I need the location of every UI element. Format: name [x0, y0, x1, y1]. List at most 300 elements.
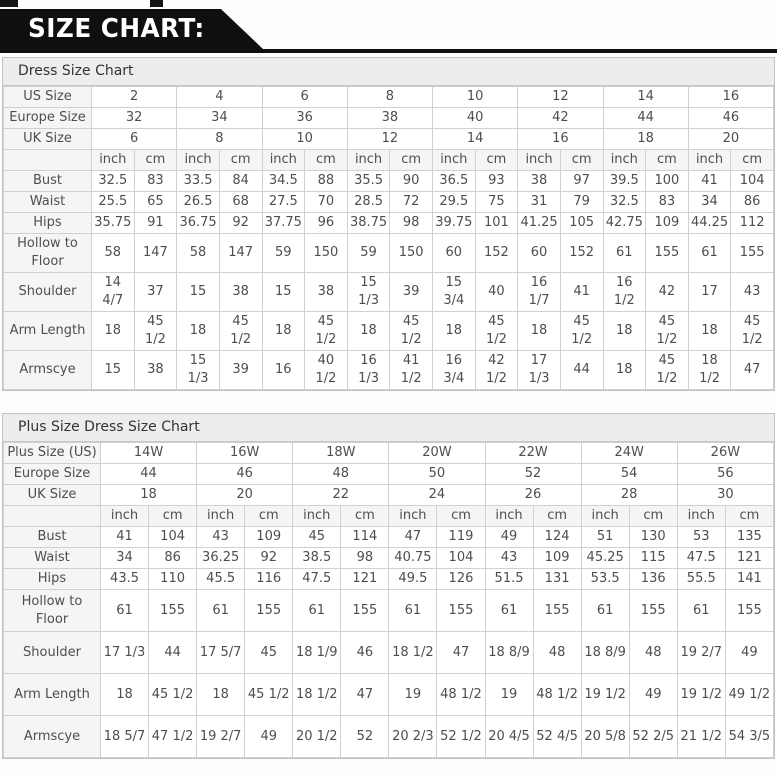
- measure-cell: 37: [134, 273, 177, 312]
- measure-cell: 91: [134, 213, 177, 234]
- measure-cell: 15: [92, 351, 135, 390]
- table-row: [4, 716, 774, 758]
- measure-cell: 109: [646, 213, 689, 234]
- size-cell: 20: [197, 485, 293, 506]
- measure-cell: 45 1/2: [245, 674, 293, 716]
- banner-title: SIZE CHART:: [28, 14, 205, 44]
- unit-cell: inch: [603, 150, 646, 171]
- measure-cell: 52: [341, 716, 389, 758]
- measure-cell: 16 1/3: [347, 351, 390, 390]
- measure-cell: 135: [725, 527, 773, 548]
- table-row: [4, 548, 774, 569]
- measure-cell: 17 1/3: [101, 632, 149, 674]
- measure-cell: 18 8/9: [581, 632, 629, 674]
- measure-cell: 61: [293, 590, 341, 632]
- measure-cell: 124: [533, 527, 581, 548]
- measure-cell: 18: [518, 312, 561, 351]
- measure-cell: 121: [725, 548, 773, 569]
- size-cell: 48: [293, 464, 389, 485]
- measure-cell: 18: [433, 312, 476, 351]
- measure-cell: 49.5: [389, 569, 437, 590]
- unit-cell: inch: [581, 506, 629, 527]
- size-cell: 16W: [197, 443, 293, 464]
- measure-cell: 34.5: [262, 171, 305, 192]
- measure-cell: 41: [101, 527, 149, 548]
- measure-cell: 45 1/2: [475, 312, 518, 351]
- size-cell: 6: [92, 129, 177, 150]
- measure-cell: 150: [305, 234, 348, 273]
- measure-cell: 98: [341, 548, 389, 569]
- measure-cell: 130: [629, 527, 677, 548]
- measure-cell: 45: [293, 527, 341, 548]
- unit-cell: cm: [533, 506, 581, 527]
- measure-cell: 53: [677, 527, 725, 548]
- banner-underline: [0, 49, 777, 53]
- size-cell: 8: [177, 129, 262, 150]
- row-label: Bust: [4, 527, 101, 548]
- measure-cell: 43: [197, 527, 245, 548]
- measure-cell: 51: [581, 527, 629, 548]
- table-row: [4, 569, 774, 590]
- measure-cell: 126: [437, 569, 485, 590]
- measure-cell: 58: [92, 234, 135, 273]
- size-cell: 44: [101, 464, 197, 485]
- measure-cell: 39: [219, 351, 262, 390]
- unit-cell: inch: [293, 506, 341, 527]
- measure-cell: 109: [533, 548, 581, 569]
- measure-cell: 47: [437, 632, 485, 674]
- measure-cell: 59: [347, 234, 390, 273]
- measure-cell: 43.5: [101, 569, 149, 590]
- table-row: [4, 150, 774, 171]
- measure-cell: 47 1/2: [149, 716, 197, 758]
- measure-cell: 41.25: [518, 213, 561, 234]
- measure-cell: 92: [219, 213, 262, 234]
- measure-cell: 47.5: [293, 569, 341, 590]
- size-cell: 42: [518, 108, 603, 129]
- size-cell: 28: [581, 485, 677, 506]
- measure-cell: 35.75: [92, 213, 135, 234]
- measure-cell: 20 1/2: [293, 716, 341, 758]
- measure-cell: 155: [646, 234, 689, 273]
- measure-cell: 155: [341, 590, 389, 632]
- measure-cell: 19: [485, 674, 533, 716]
- measure-cell: 155: [731, 234, 774, 273]
- measure-cell: 114: [341, 527, 389, 548]
- measure-cell: 147: [134, 234, 177, 273]
- unit-cell: cm: [149, 506, 197, 527]
- size-cell: 26: [485, 485, 581, 506]
- measure-cell: 43: [485, 548, 533, 569]
- unit-cell: inch: [433, 150, 476, 171]
- measure-cell: 17 5/7: [197, 632, 245, 674]
- measure-cell: 38: [305, 273, 348, 312]
- measure-cell: 155: [437, 590, 485, 632]
- row-label: Hollow to Floor: [4, 590, 101, 632]
- measure-cell: 41: [560, 273, 603, 312]
- measure-cell: 45 1/2: [390, 312, 433, 351]
- size-cell: 10: [262, 129, 347, 150]
- measure-cell: 100: [646, 171, 689, 192]
- measure-cell: 46: [341, 632, 389, 674]
- size-cell: 32: [92, 108, 177, 129]
- table-row: [4, 590, 774, 632]
- measure-cell: 60: [518, 234, 561, 273]
- measure-cell: 52 1/2: [437, 716, 485, 758]
- table-row: [4, 527, 774, 548]
- table-row: [4, 273, 774, 312]
- measure-cell: 68: [219, 192, 262, 213]
- measure-cell: 45: [245, 632, 293, 674]
- table-row: [4, 129, 774, 150]
- measure-cell: 19 2/7: [197, 716, 245, 758]
- measure-cell: 97: [560, 171, 603, 192]
- table-row: [4, 213, 774, 234]
- measure-cell: 121: [341, 569, 389, 590]
- measure-cell: 61: [389, 590, 437, 632]
- size-cell: 10: [433, 87, 518, 108]
- measure-cell: 40 1/2: [305, 351, 348, 390]
- row-label: Shoulder: [4, 273, 92, 312]
- row-label: [4, 506, 101, 527]
- row-label: Hips: [4, 569, 101, 590]
- measure-cell: 54 3/5: [725, 716, 773, 758]
- measure-cell: 43: [731, 273, 774, 312]
- table-row: [4, 485, 774, 506]
- row-label: Hips: [4, 213, 92, 234]
- measure-cell: 28.5: [347, 192, 390, 213]
- measure-cell: 48: [533, 632, 581, 674]
- measure-cell: 19 1/2: [677, 674, 725, 716]
- measure-cell: 47: [389, 527, 437, 548]
- size-cell: 54: [581, 464, 677, 485]
- size-cell: 24W: [581, 443, 677, 464]
- measure-cell: 14 4/7: [92, 273, 135, 312]
- measure-cell: 19 2/7: [677, 632, 725, 674]
- measure-cell: 17 1/3: [518, 351, 561, 390]
- measure-cell: 44: [560, 351, 603, 390]
- measure-cell: 16: [262, 351, 305, 390]
- measure-cell: 18 1/2: [688, 351, 731, 390]
- measure-cell: 101: [475, 213, 518, 234]
- size-cell: 12: [347, 129, 432, 150]
- measure-cell: 53.5: [581, 569, 629, 590]
- unit-cell: inch: [177, 150, 220, 171]
- measure-cell: 42 1/2: [475, 351, 518, 390]
- measure-cell: 45 1/2: [646, 351, 689, 390]
- measure-cell: 49: [725, 632, 773, 674]
- measure-cell: 32.5: [92, 171, 135, 192]
- measure-cell: 19 1/2: [581, 674, 629, 716]
- measure-cell: 96: [305, 213, 348, 234]
- measure-cell: 18: [197, 674, 245, 716]
- measure-cell: 155: [149, 590, 197, 632]
- unit-cell: cm: [475, 150, 518, 171]
- table-row: [4, 312, 774, 351]
- unit-cell: inch: [347, 150, 390, 171]
- measure-cell: 18: [603, 351, 646, 390]
- measure-cell: 38: [134, 351, 177, 390]
- measure-cell: 38.5: [293, 548, 341, 569]
- measure-cell: 49: [485, 527, 533, 548]
- measure-cell: 45.25: [581, 548, 629, 569]
- size-cell: 18: [101, 485, 197, 506]
- unit-cell: inch: [688, 150, 731, 171]
- table-row: [4, 351, 774, 390]
- measure-cell: 61: [581, 590, 629, 632]
- measure-cell: 44: [149, 632, 197, 674]
- row-label: Armscye: [4, 351, 92, 390]
- measure-cell: 40: [475, 273, 518, 312]
- measure-cell: 45 1/2: [646, 312, 689, 351]
- size-cell: 18W: [293, 443, 389, 464]
- measure-cell: 15 1/3: [347, 273, 390, 312]
- measure-cell: 61: [485, 590, 533, 632]
- unit-cell: inch: [677, 506, 725, 527]
- measure-cell: 49: [629, 674, 677, 716]
- row-label: [4, 150, 92, 171]
- table-mount: [3, 86, 774, 390]
- measure-cell: 61: [197, 590, 245, 632]
- unit-cell: cm: [731, 150, 774, 171]
- measure-cell: 20 5/8: [581, 716, 629, 758]
- measure-cell: 34: [101, 548, 149, 569]
- measure-cell: 37.75: [262, 213, 305, 234]
- table-row: [4, 506, 774, 527]
- size-cell: 14: [603, 87, 688, 108]
- unit-cell: cm: [437, 506, 485, 527]
- table-row: [4, 464, 774, 485]
- measure-cell: 15 3/4: [433, 273, 476, 312]
- measure-cell: 47.5: [677, 548, 725, 569]
- measure-cell: 18: [92, 312, 135, 351]
- measure-cell: 60: [433, 234, 476, 273]
- measure-cell: 75: [475, 192, 518, 213]
- row-label: Europe Size: [4, 108, 92, 129]
- unit-cell: inch: [101, 506, 149, 527]
- measure-cell: 45 1/2: [219, 312, 262, 351]
- row-label: Arm Length: [4, 674, 101, 716]
- measure-cell: 18 1/2: [293, 674, 341, 716]
- size-cell: 14: [433, 129, 518, 150]
- banner-deco-mark: [150, 0, 163, 7]
- measure-cell: 55.5: [677, 569, 725, 590]
- measure-cell: 45 1/2: [731, 312, 774, 351]
- size-table: [3, 86, 774, 390]
- measure-cell: 65: [134, 192, 177, 213]
- row-label: UK Size: [4, 129, 92, 150]
- size-cell: 30: [677, 485, 773, 506]
- size-cell: 50: [389, 464, 485, 485]
- unit-cell: inch: [518, 150, 561, 171]
- size-cell: 46: [688, 108, 773, 129]
- table-title: Plus Size Dress Size Chart: [3, 414, 774, 442]
- measure-cell: 16 3/4: [433, 351, 476, 390]
- measure-cell: 49 1/2: [725, 674, 773, 716]
- measure-cell: 29.5: [433, 192, 476, 213]
- measure-cell: 84: [219, 171, 262, 192]
- measure-cell: 48 1/2: [437, 674, 485, 716]
- row-label: Europe Size: [4, 464, 101, 485]
- measure-cell: 18 5/7: [101, 716, 149, 758]
- table-row: [4, 674, 774, 716]
- unit-cell: cm: [390, 150, 433, 171]
- size-cell: 22: [293, 485, 389, 506]
- row-label: Plus Size (US): [4, 443, 101, 464]
- measure-cell: 35.5: [347, 171, 390, 192]
- unit-cell: inch: [485, 506, 533, 527]
- table-row: [4, 108, 774, 129]
- size-table: [3, 442, 774, 758]
- size-cell: 4: [177, 87, 262, 108]
- measure-cell: 39: [390, 273, 433, 312]
- size-cell: 6: [262, 87, 347, 108]
- table-row: [4, 632, 774, 674]
- size-cell: 8: [347, 87, 432, 108]
- unit-cell: inch: [92, 150, 135, 171]
- size-cell: 56: [677, 464, 773, 485]
- measure-cell: 39.75: [433, 213, 476, 234]
- measure-cell: 33.5: [177, 171, 220, 192]
- table-row: [4, 87, 774, 108]
- measure-cell: 72: [390, 192, 433, 213]
- measure-cell: 104: [731, 171, 774, 192]
- row-label: Arm Length: [4, 312, 92, 351]
- measure-cell: 18: [603, 312, 646, 351]
- measure-cell: 51.5: [485, 569, 533, 590]
- measure-cell: 26.5: [177, 192, 220, 213]
- unit-cell: inch: [262, 150, 305, 171]
- measure-cell: 48: [629, 632, 677, 674]
- row-label: Shoulder: [4, 632, 101, 674]
- measure-cell: 61: [101, 590, 149, 632]
- measure-cell: 18: [262, 312, 305, 351]
- measure-cell: 48 1/2: [533, 674, 581, 716]
- measure-cell: 155: [533, 590, 581, 632]
- size-cell: 40: [433, 108, 518, 129]
- size-cell: 16: [518, 129, 603, 150]
- measure-cell: 17: [688, 273, 731, 312]
- size-cell: 26W: [677, 443, 773, 464]
- measure-cell: 42: [646, 273, 689, 312]
- measure-cell: 136: [629, 569, 677, 590]
- measure-cell: 27.5: [262, 192, 305, 213]
- measure-cell: 147: [219, 234, 262, 273]
- size-cell: 20W: [389, 443, 485, 464]
- measure-cell: 47: [731, 351, 774, 390]
- measure-cell: 40.75: [389, 548, 437, 569]
- measure-cell: 61: [677, 590, 725, 632]
- unit-cell: inch: [197, 506, 245, 527]
- unit-cell: cm: [134, 150, 177, 171]
- size-cell: 46: [197, 464, 293, 485]
- measure-cell: 52 2/5: [629, 716, 677, 758]
- row-label: Waist: [4, 548, 101, 569]
- row-label: Bust: [4, 171, 92, 192]
- size-cell: 12: [518, 87, 603, 108]
- table-mount: [3, 442, 774, 758]
- row-label: Armscye: [4, 716, 101, 758]
- measure-cell: 38: [518, 171, 561, 192]
- unit-cell: cm: [245, 506, 293, 527]
- unit-cell: cm: [629, 506, 677, 527]
- measure-cell: 70: [305, 192, 348, 213]
- unit-cell: cm: [646, 150, 689, 171]
- size-cell: 36: [262, 108, 347, 129]
- measure-cell: 18: [688, 312, 731, 351]
- measure-cell: 15: [177, 273, 220, 312]
- measure-cell: 41: [688, 171, 731, 192]
- measure-cell: 45 1/2: [560, 312, 603, 351]
- measure-cell: 18: [347, 312, 390, 351]
- measure-cell: 42.75: [603, 213, 646, 234]
- table-row: [4, 234, 774, 273]
- measure-cell: 32.5: [603, 192, 646, 213]
- measure-cell: 86: [149, 548, 197, 569]
- measure-cell: 58: [177, 234, 220, 273]
- size-cell: 2: [92, 87, 177, 108]
- row-label: US Size: [4, 87, 92, 108]
- size-cell: 16: [688, 87, 773, 108]
- size-cell: 52: [485, 464, 581, 485]
- measure-cell: 39.5: [603, 171, 646, 192]
- measure-cell: 105: [560, 213, 603, 234]
- size-cell: 14W: [101, 443, 197, 464]
- measure-cell: 18 1/2: [389, 632, 437, 674]
- size-cell: 22W: [485, 443, 581, 464]
- measure-cell: 141: [725, 569, 773, 590]
- measure-cell: 61: [688, 234, 731, 273]
- measure-cell: 110: [149, 569, 197, 590]
- measure-cell: 119: [437, 527, 485, 548]
- measure-cell: 92: [245, 548, 293, 569]
- measure-cell: 152: [475, 234, 518, 273]
- measure-cell: 18 1/9: [293, 632, 341, 674]
- measure-cell: 20 4/5: [485, 716, 533, 758]
- measure-cell: 18 8/9: [485, 632, 533, 674]
- measure-cell: 19: [389, 674, 437, 716]
- size-cell: 18: [603, 129, 688, 150]
- measure-cell: 34: [688, 192, 731, 213]
- size-cell: 34: [177, 108, 262, 129]
- measure-cell: 45 1/2: [149, 674, 197, 716]
- banner-deco-mark: [0, 0, 18, 7]
- row-label: UK Size: [4, 485, 101, 506]
- measure-cell: 93: [475, 171, 518, 192]
- unit-cell: cm: [219, 150, 262, 171]
- measure-cell: 61: [603, 234, 646, 273]
- measure-cell: 45.5: [197, 569, 245, 590]
- unit-cell: cm: [560, 150, 603, 171]
- measure-cell: 155: [245, 590, 293, 632]
- measure-cell: 116: [245, 569, 293, 590]
- measure-cell: 36.25: [197, 548, 245, 569]
- row-label: Waist: [4, 192, 92, 213]
- measure-cell: 15: [262, 273, 305, 312]
- unit-cell: cm: [341, 506, 389, 527]
- table-row: [4, 443, 774, 464]
- measure-cell: 45 1/2: [305, 312, 348, 351]
- measure-cell: 115: [629, 548, 677, 569]
- measure-cell: 152: [560, 234, 603, 273]
- size-cell: 44: [603, 108, 688, 129]
- measure-cell: 98: [390, 213, 433, 234]
- size-cell: 24: [389, 485, 485, 506]
- measure-cell: 155: [725, 590, 773, 632]
- table-row: [4, 192, 774, 213]
- measure-cell: 88: [305, 171, 348, 192]
- measure-cell: 112: [731, 213, 774, 234]
